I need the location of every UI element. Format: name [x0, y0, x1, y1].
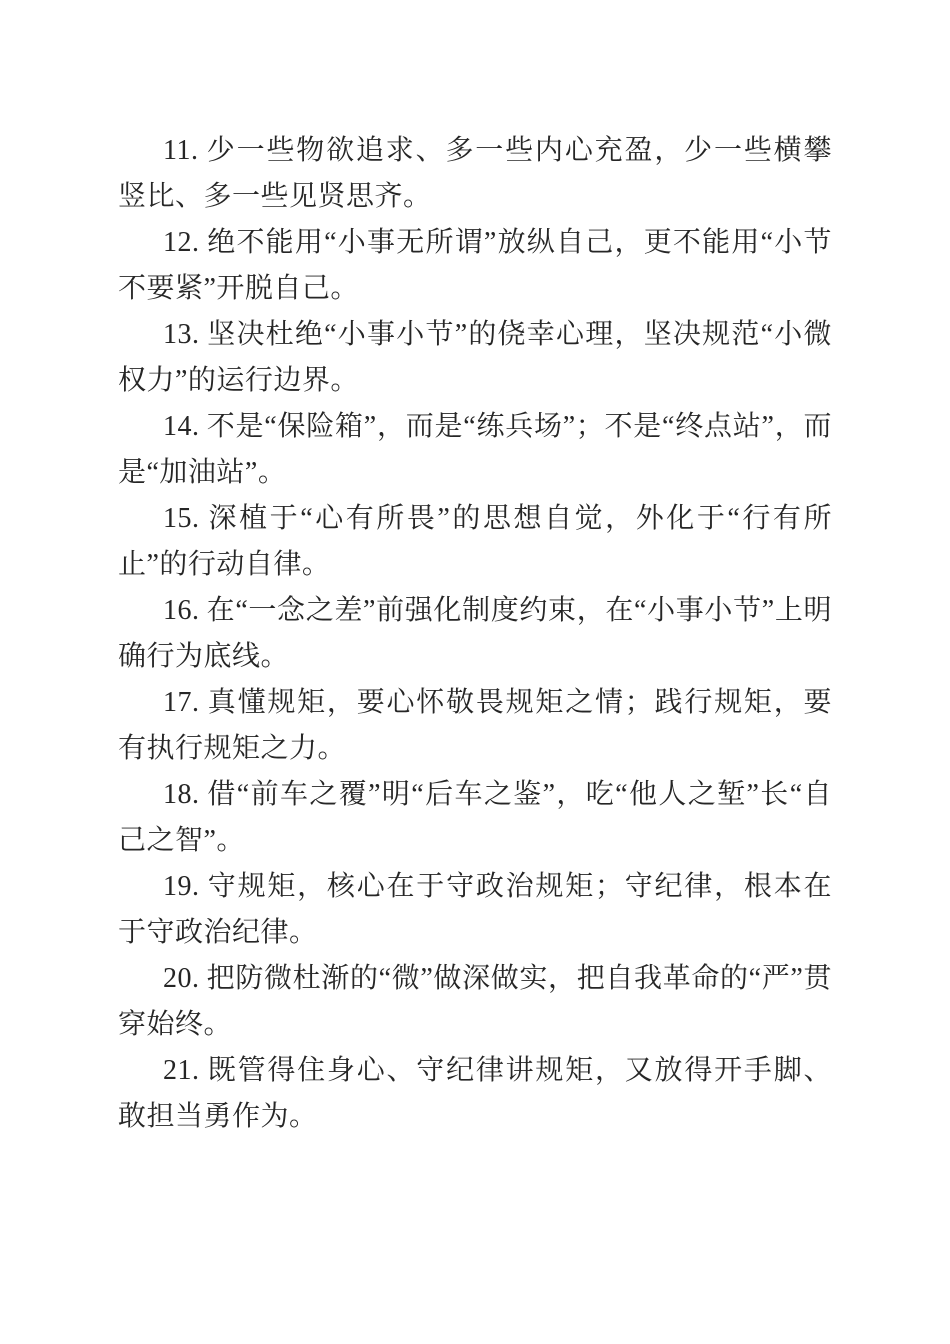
- item-number: 16.: [163, 595, 200, 626]
- paragraph-13: [118, 312, 832, 404]
- paragraph-21: [118, 1048, 832, 1140]
- item-text: 借“前车之覆”明“后车之鉴”，吃“他人之堑”长“自己之智”。: [118, 779, 832, 856]
- paragraph-20: [118, 956, 832, 1048]
- item-number: 21.: [163, 1055, 200, 1086]
- item-number: 13.: [163, 319, 200, 350]
- paragraph-16: [118, 588, 832, 680]
- item-text: 绝不能用“小事无所谓”放纵自己，更不能用“小节不要紧”开脱自己。: [118, 227, 832, 304]
- item-number: 11.: [163, 135, 199, 166]
- item-text: 真懂规矩，要心怀敬畏规矩之情；践行规矩，要有执行规矩之力。: [118, 687, 832, 764]
- item-number: 18.: [163, 779, 200, 810]
- paragraph-14: [118, 404, 832, 496]
- paragraph-11: [118, 128, 832, 220]
- item-text: 不是“保险箱”，而是“练兵场”；不是“终点站”，而是“加油站”。: [118, 411, 832, 488]
- item-text: 深植于“心有所畏”的思想自觉，外化于“行有所止”的行动自律。: [118, 503, 832, 580]
- item-text: 既管得住身心、守纪律讲规矩，又放得开手脚、敢担当勇作为。: [118, 1055, 832, 1132]
- item-number: 12.: [163, 227, 200, 258]
- paragraph-15: [118, 496, 832, 588]
- item-number: 20.: [163, 963, 200, 994]
- paragraph-17: [118, 680, 832, 772]
- text-block: [118, 128, 832, 1140]
- item-text: 守规矩，核心在于守政治规矩；守纪律，根本在于守政治纪律。: [118, 871, 832, 948]
- paragraph-18: [118, 772, 832, 864]
- item-text: 坚决杜绝“小事小节”的侥幸心理，坚决规范“小微权力”的运行边界。: [118, 319, 832, 396]
- item-number: 15.: [163, 503, 200, 534]
- item-text: 少一些物欲追求、多一些内心充盈，少一些横攀竖比、多一些见贤思齐。: [118, 135, 832, 212]
- item-number: 17.: [163, 687, 200, 718]
- paragraph-12: [118, 220, 832, 312]
- item-text: 把防微杜渐的“微”做深做实，把自我革命的“严”贯穿始终。: [118, 963, 832, 1040]
- item-number: 14.: [163, 411, 200, 442]
- item-number: 19.: [163, 871, 200, 902]
- paragraph-19: [118, 864, 832, 956]
- item-text: 在“一念之差”前强化制度约束，在“小事小节”上明确行为底线。: [118, 595, 832, 672]
